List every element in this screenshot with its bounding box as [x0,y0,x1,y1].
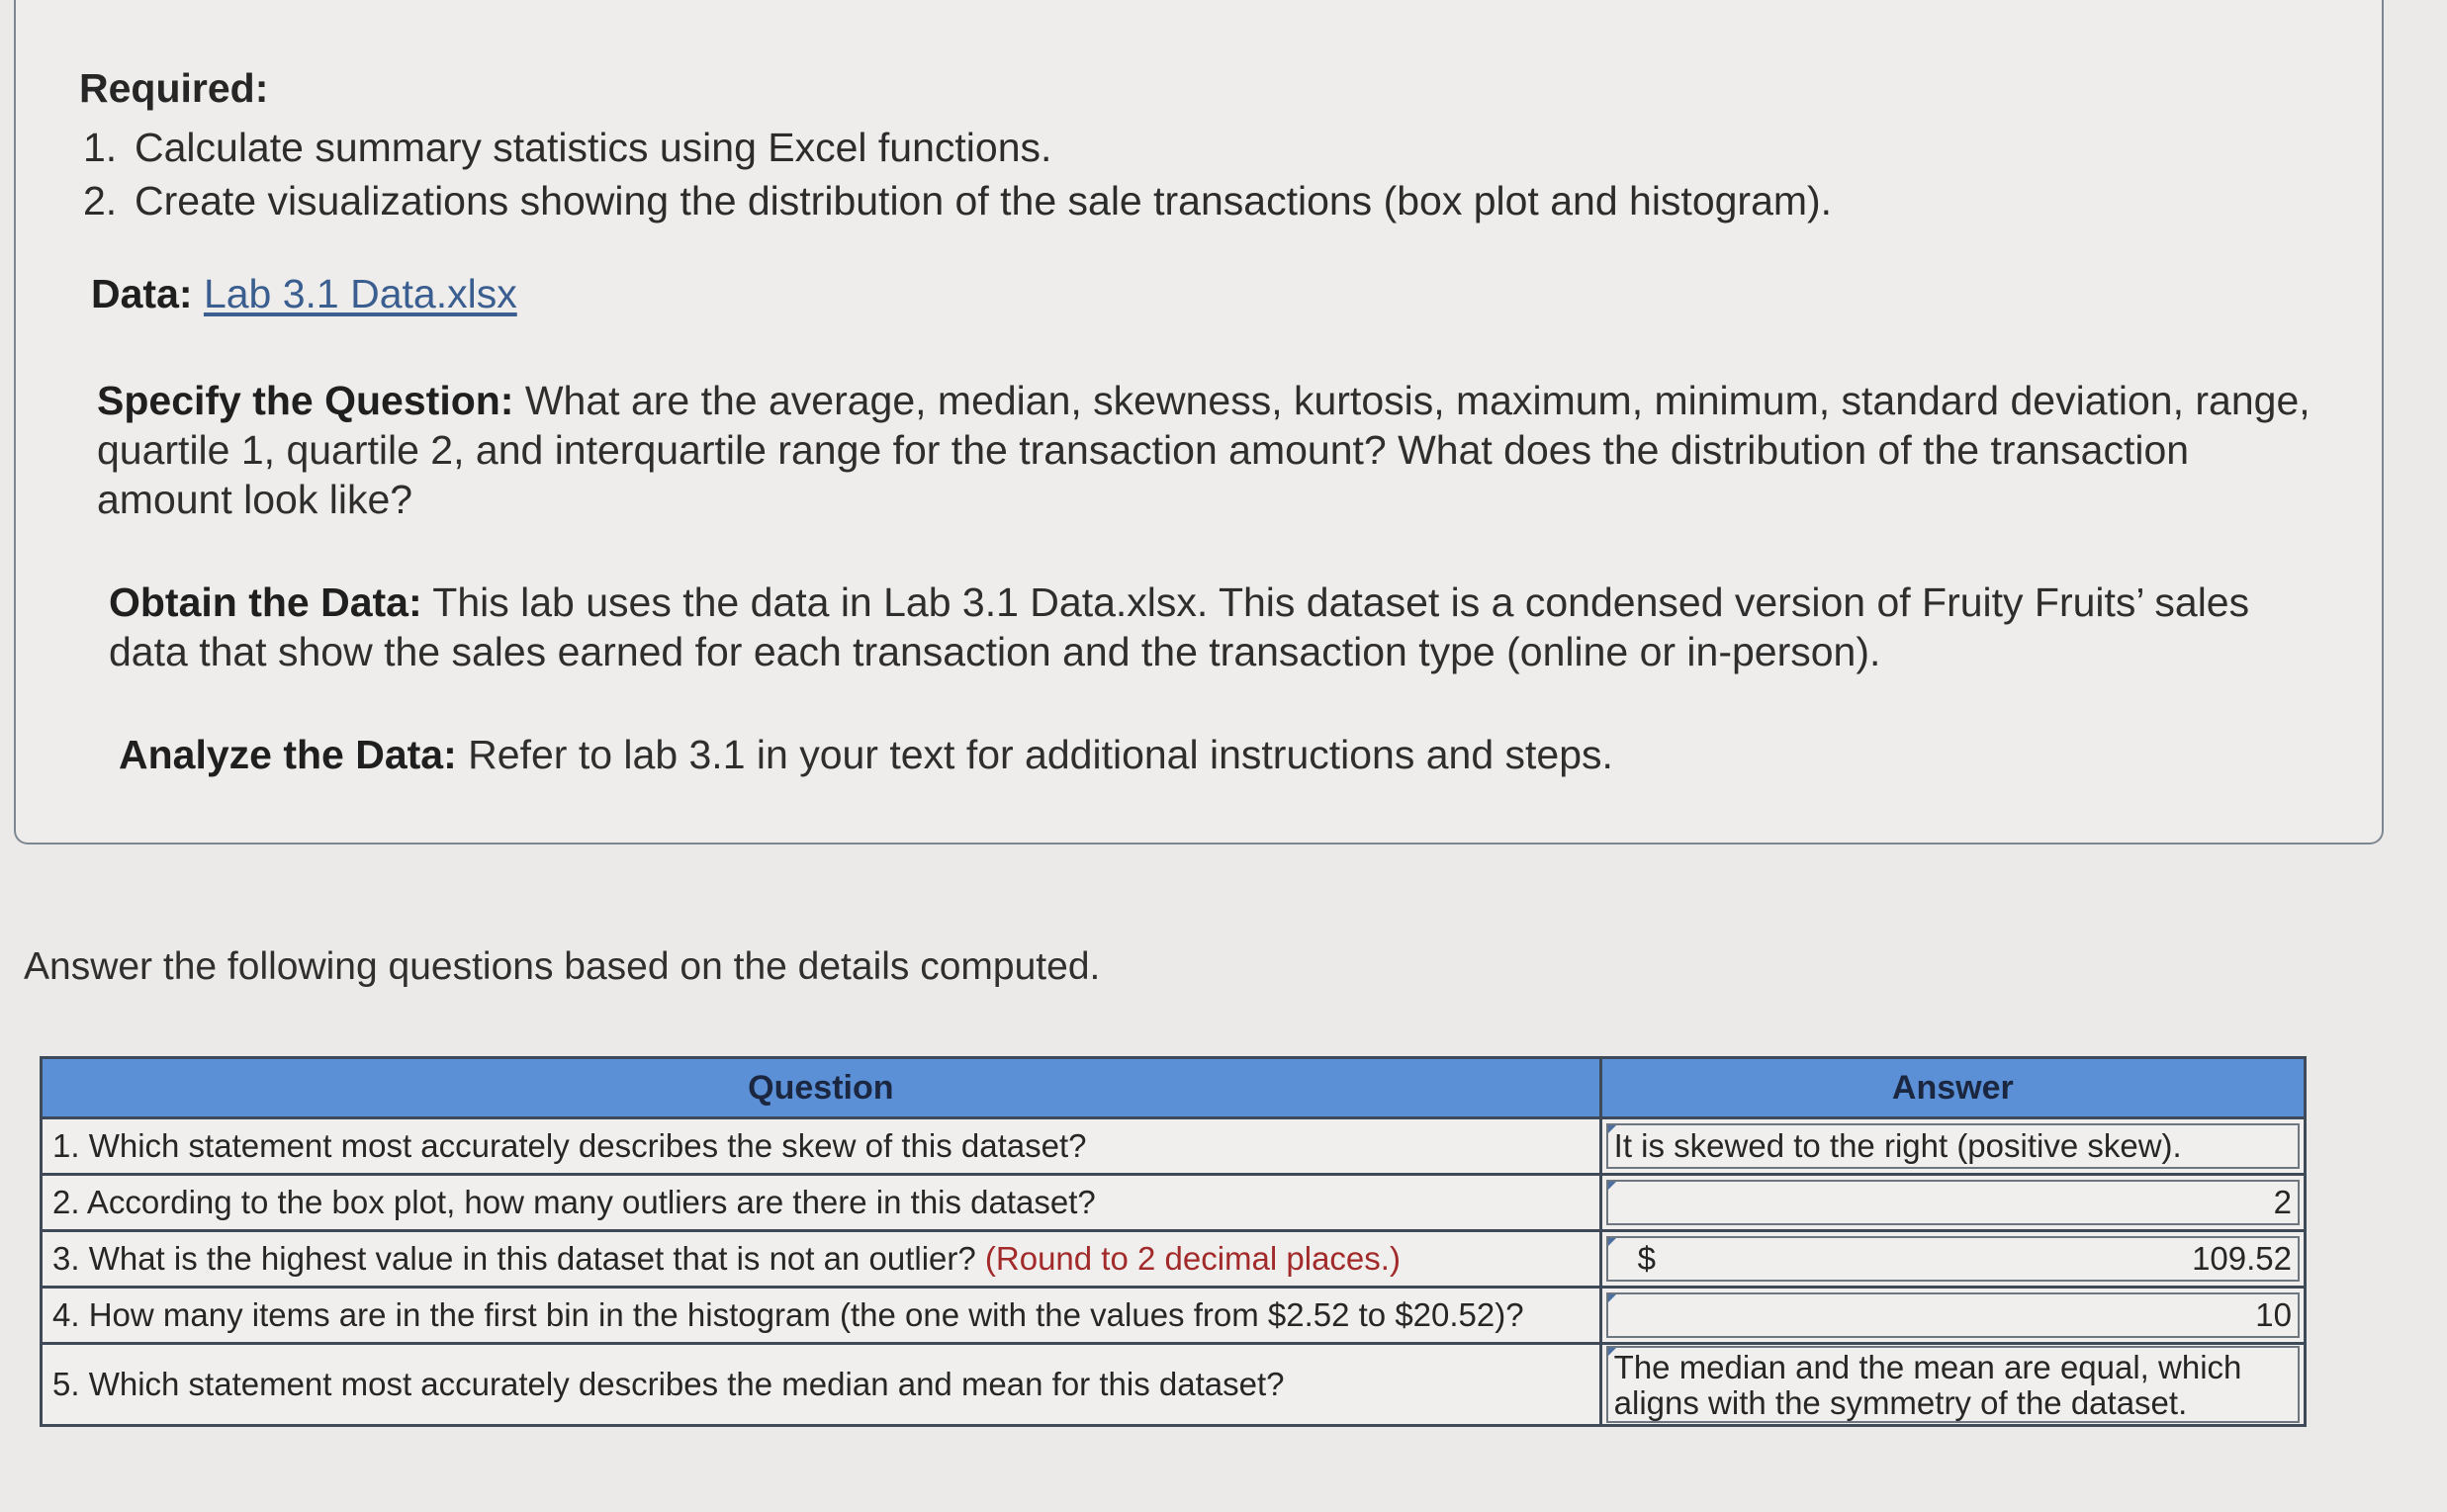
required-list [83,121,1832,227]
answer-1-dropdown[interactable] [1606,1123,2300,1169]
required-item-2 [83,174,1832,227]
answer-4-cell [1600,1288,2305,1344]
question-3: 3. What is the highest value in this dataset that is not an outlier? [52,1240,976,1277]
question-1: 1. Which statement most accurately describes the skew of this dataset? [42,1118,1601,1175]
answer-1-cell [1600,1118,2305,1175]
question-5: 5. Which statement most accurately describes the median and mean for this dataset? [42,1344,1601,1426]
answer-3-cell [1600,1231,2305,1288]
answer-2-cell [1600,1175,2305,1231]
question-3-cell [42,1231,1601,1288]
answer-instructions: Answer the following questions based on the details computed. [24,945,1101,988]
answer-3-input[interactable] [1606,1236,2300,1282]
specify-label: Specify the Question: [97,378,514,423]
question-3-rounding-note: (Round to 2 decimal places.) [984,1240,1401,1277]
answer-2-input[interactable] [1606,1180,2300,1225]
analyze-data-paragraph [119,730,2295,779]
table-row [42,1231,2306,1288]
obtain-text: This lab uses the data in Lab 3.1 Data.xlsx. This dataset is a condensed version of Fruity Fruits’ sales data that show the sales earned for each transaction and the transaction type (online or in-person). [109,579,2250,674]
required-item-1-number: 1. [83,125,118,170]
required-item-2-text: Create visualizations showing the distribution of the sale transactions (box plot and histogram). [135,178,1833,223]
answer-4-value: 10 [2255,1296,2292,1333]
answer-3-value: 109.52 [2192,1240,2292,1277]
answer-4-input[interactable] [1606,1292,2300,1338]
required-heading: Required: [79,65,269,111]
required-item-2-number: 2. [83,178,118,223]
answer-2-value: 2 [2273,1184,2292,1220]
table-header-row [42,1058,2306,1118]
table-row [42,1175,2306,1231]
answer-column-header: Answer [1600,1058,2305,1118]
answer-5-cell [1600,1344,2305,1426]
data-label: Data: [91,271,193,316]
question-column-header: Question [42,1058,1601,1118]
table-row [42,1288,2306,1344]
data-file-link[interactable]: Lab 3.1 Data.xlsx [203,271,517,316]
obtain-data-paragraph [109,578,2324,676]
question-4: 4. How many items are in the first bin in the histogram (the one with the values from $2.52 to $20.52)? [42,1288,1601,1344]
data-line [91,269,517,318]
required-item-1 [83,121,1832,174]
analyze-label: Analyze the Data: [119,732,457,777]
table-row [42,1118,2306,1175]
required-item-1-text: Calculate summary statistics using Excel functions. [135,125,1052,170]
answer-1-value: It is skewed to the right (positive skew). [1613,1127,2182,1164]
specify-question-paragraph [97,376,2322,524]
answer-5-value: The median and the mean are equal, which aligns with the symmetry of the dataset. [1613,1349,2242,1421]
obtain-label: Obtain the Data: [109,579,422,625]
question-2: 2. According to the box plot, how many outliers are there in this dataset? [42,1175,1601,1231]
analyze-text: Refer to lab 3.1 in your text for additional instructions and steps. [468,732,1613,777]
table-row [42,1344,2306,1426]
answer-5-dropdown[interactable] [1606,1346,2300,1423]
specify-text: What are the average, median, skewness, kurtosis, maximum, minimum, standard deviation, range, quartile 1, quartile 2, and interquartile range for the transaction amount? What does the distribution of the transaction amount look like? [97,378,2311,522]
question-answer-table [40,1056,2307,1427]
currency-symbol: $ [1637,1240,1657,1277]
